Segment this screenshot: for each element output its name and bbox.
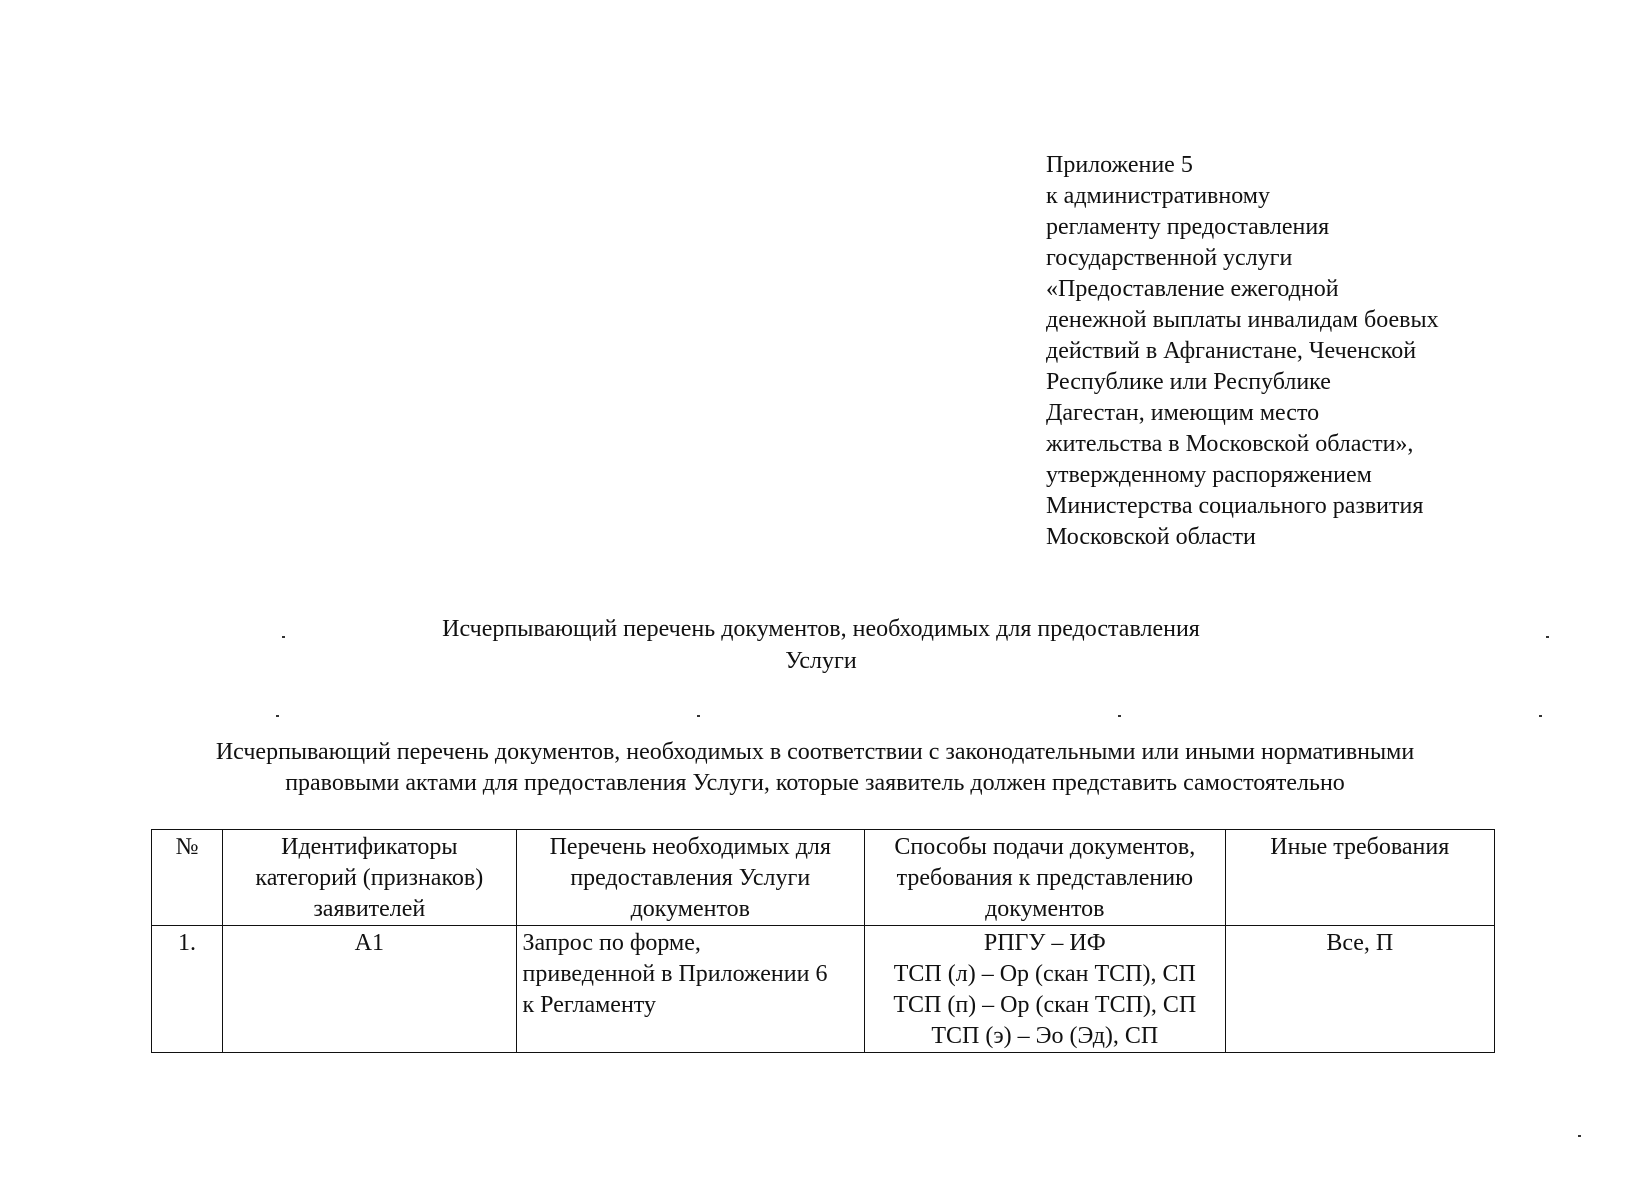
cell-document-list — [516, 926, 865, 1053]
table-caption-line-2: правовыми актами для предоставления Услуги, которые заявитель должен представить самостоятельно — [285, 770, 1345, 796]
appendix-line: утвержденному распоряжением — [1046, 462, 1372, 488]
cell-other-requirements — [1225, 926, 1494, 1053]
header-submission-methods — [865, 830, 1226, 926]
appendix-header — [1046, 150, 1486, 553]
header-text-line: Способы подачи документов, — [894, 834, 1196, 860]
scan-speck — [276, 715, 279, 717]
scan-speck — [1546, 636, 1549, 638]
header-applicant-ids — [223, 830, 516, 926]
cell-text-line: ТСП (п) – Ор (скан ТСП), СП — [893, 992, 1197, 1018]
table-caption — [150, 737, 1480, 799]
cell-text-line: Запрос по форме, — [522, 930, 701, 956]
cell-text-line: приведенной в Приложении 6 — [522, 961, 828, 987]
cell-number — [152, 926, 223, 1053]
header-number — [152, 830, 223, 926]
header-text-line: категорий (признаков) — [255, 865, 484, 891]
header-text-line: Идентификаторы — [281, 834, 458, 860]
document-title-line-2: Услуги — [785, 648, 857, 674]
cell-applicant-id — [223, 926, 516, 1053]
scan-speck — [1539, 715, 1542, 717]
scan-speck — [282, 636, 285, 638]
appendix-line: действий в Афганистане, Чеченской — [1046, 338, 1417, 364]
table-caption-line-1: Исчерпывающий перечень документов, необходимых в соответствии с законодательными или иными нормативными — [215, 739, 1415, 765]
appendix-line: жительства в Московской области», — [1046, 431, 1414, 457]
cell-number-text: 1. — [178, 930, 197, 956]
cell-other-requirements-text: Все, П — [1326, 930, 1394, 956]
header-text-line: заявителей — [313, 896, 426, 922]
table-header-row — [152, 830, 1495, 926]
header-text-line: Иные требования — [1270, 834, 1450, 860]
document-title-line-1: Исчерпывающий перечень документов, необходимых для предоставления — [442, 616, 1200, 642]
appendix-line: к административному — [1046, 183, 1270, 209]
header-other-requirements — [1225, 830, 1494, 926]
scan-speck — [1578, 1135, 1581, 1137]
cell-applicant-id-text: А1 — [354, 930, 384, 956]
scan-speck — [1118, 715, 1121, 717]
table-row — [152, 926, 1495, 1053]
appendix-line: Приложение 5 — [1046, 152, 1193, 178]
header-document-list — [516, 830, 865, 926]
appendix-line: Московской области — [1046, 524, 1256, 550]
documents-table — [151, 829, 1495, 1053]
cell-text-line: РПГУ – ИФ — [983, 930, 1106, 956]
cell-text-line: ТСП (л) – Ор (скан ТСП), СП — [893, 961, 1196, 987]
appendix-line: Республике или Республике — [1046, 369, 1331, 395]
appendix-line: «Предоставление ежегодной — [1046, 276, 1339, 302]
appendix-line: государственной услуги — [1046, 245, 1293, 271]
scan-speck — [697, 715, 700, 717]
document-title — [0, 613, 1642, 677]
header-text-line: Перечень необходимых для — [549, 834, 831, 860]
header-text-line: документов — [985, 896, 1105, 922]
header-number-text: № — [175, 834, 199, 860]
cell-text-line: ТСП (э) – Эо (Эд), СП — [931, 1023, 1159, 1049]
header-text-line: требования к представлению — [896, 865, 1194, 891]
appendix-line: денежной выплаты инвалидам боевых — [1046, 307, 1439, 333]
appendix-line: регламенту предоставления — [1046, 214, 1330, 240]
appendix-line: Дагестан, имеющим место — [1046, 400, 1320, 426]
cell-submission-methods — [865, 926, 1226, 1053]
cell-text-line: к Регламенту — [522, 992, 656, 1018]
appendix-line: Министерства социального развития — [1046, 493, 1424, 519]
header-text-line: предоставления Услуги — [570, 865, 811, 891]
header-text-line: документов — [630, 896, 750, 922]
